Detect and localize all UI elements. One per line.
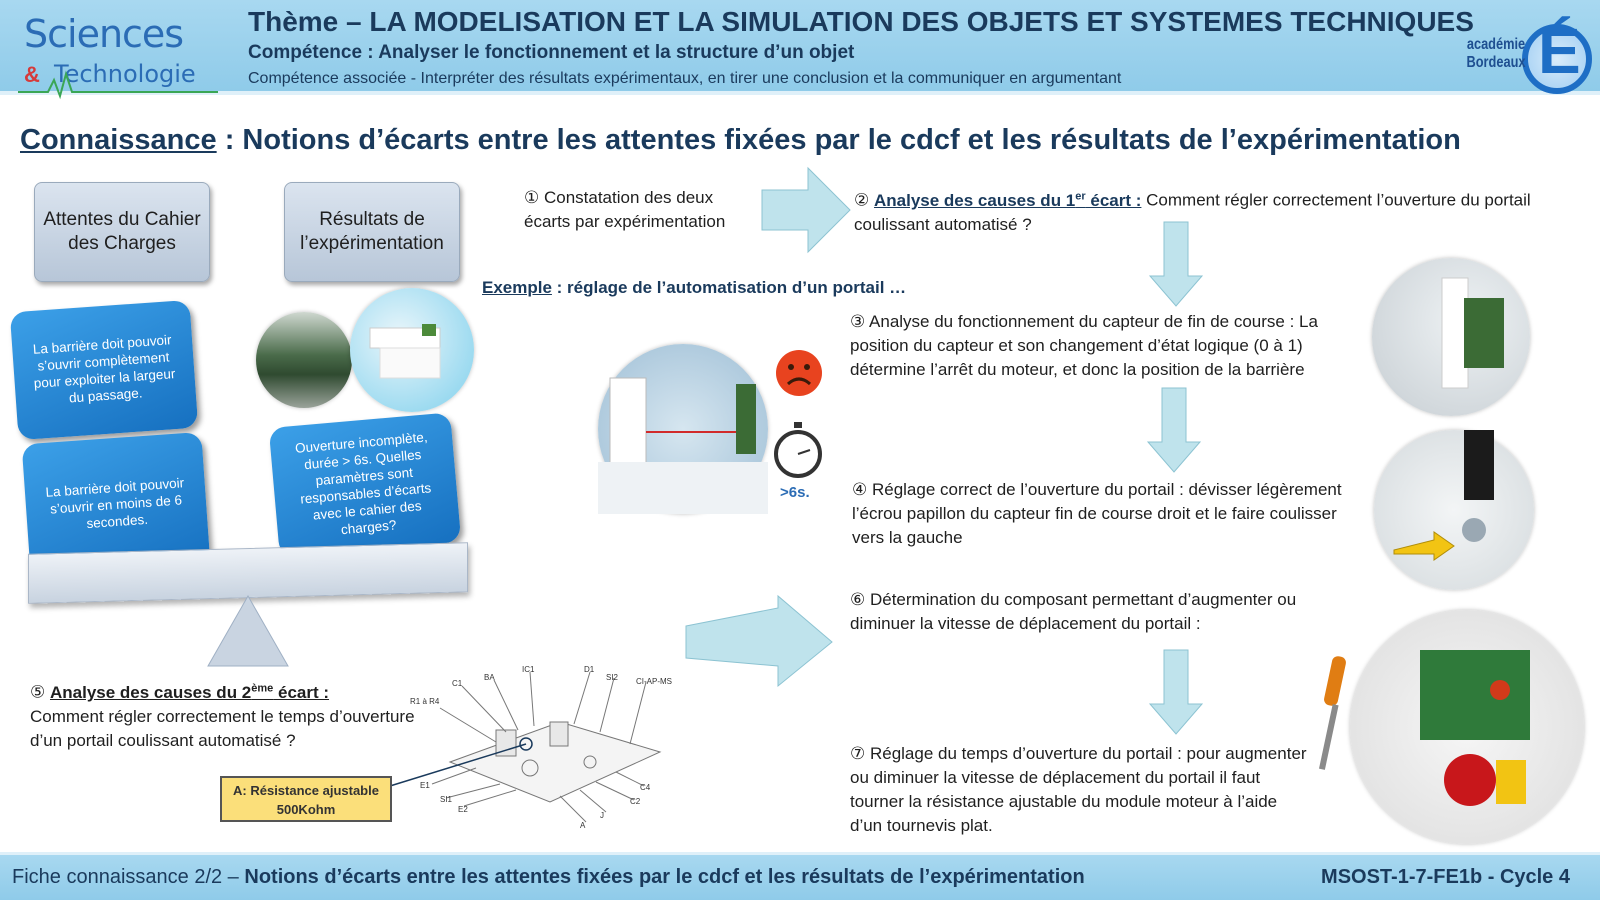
model-gate-drawing-icon (350, 288, 474, 412)
step-5-number: ⑤ (30, 682, 46, 702)
part-label: C1 (452, 679, 463, 688)
screwdriver-icon (1312, 656, 1352, 772)
sciences-technologie-logo (18, 8, 218, 92)
footer-prefix: Fiche connaissance 2/2 – (12, 866, 245, 888)
experiment-drawing-icon (598, 344, 768, 514)
model-gate-photo (350, 288, 474, 412)
part-label: IC1 (522, 665, 535, 674)
part-label: A (580, 821, 586, 830)
step-5-title-pre: Analyse des causes du 2 (49, 682, 252, 702)
part-label: E1 (420, 781, 430, 790)
sensor-photo (1372, 258, 1530, 416)
footer-bold: Notions d’écarts entre les attentes fixées par le cdcf et les résultats de l’expérimentation (244, 866, 1085, 888)
step-2-number: ② (854, 190, 870, 210)
arrow-down-icon (1146, 388, 1198, 474)
motor-module-drawing-icon (1350, 610, 1584, 844)
academie-line1: académie (1466, 36, 1526, 53)
part-label: E2 (458, 805, 468, 814)
step-5-title-post: écart : (273, 682, 330, 702)
exemple-label: Exemple (482, 278, 552, 297)
part-label: J (600, 811, 604, 820)
resultat-box: Ouverture incomplète, durée > 6s. Quelles paramètres sont responsables d’écarts avec le cahier des charges? (269, 412, 462, 557)
arrow-right-large-icon (682, 596, 834, 686)
arrow-down-icon (1148, 650, 1200, 736)
step-1-text: ① Constatation des deux écarts par expérimentation (524, 188, 726, 231)
motor-module-photo (1350, 610, 1584, 844)
step-5-body: Comment régler correctement le temps d’ouverture d’un portail coulissant automatisé ? (30, 706, 415, 750)
part-label: C4 (640, 783, 651, 792)
footer-reference: MSOST-1-7-FE1b - Cycle 4 (1321, 866, 1570, 888)
part-label: D1 (584, 665, 595, 674)
resultats-box: Résultats de l’expérimentation (284, 182, 460, 282)
exemple-text (482, 276, 906, 300)
arrow-right-icon (762, 164, 852, 254)
attente-2-box: La barrière doit pouvoir s’ouvrir en moins de 6 secondes. (22, 432, 211, 576)
title-label: Connaissance (20, 124, 217, 156)
competence-associee-text: Compétence associée - Interpréter des résultats expérimentaux, en tirer une conclusion et la communiquer en argumentant (248, 70, 1122, 87)
academie-line2: Bordeaux (1466, 54, 1526, 71)
attentes-box: Attentes du Cahier des Charges (34, 182, 210, 282)
academie-name (1464, 36, 1528, 72)
sensor-drawing-icon (1372, 258, 1530, 416)
sad-face-icon (774, 348, 824, 398)
step-5-title (50, 683, 329, 702)
resistance-label-box (220, 776, 392, 822)
step-2-title-pre: Analyse des causes du 1 (873, 190, 1076, 210)
footer-left-text (12, 866, 1085, 889)
logo-amp-text: & (24, 62, 40, 87)
part-label: CI-AP-MS (636, 677, 672, 686)
wing-nut-photo (1374, 430, 1534, 590)
attente-1-box: La barrière doit pouvoir s’ouvrir complètement pour exploiter la largeur du passage. (10, 300, 198, 440)
stopwatch-icon (772, 420, 824, 480)
academie-bordeaux-logo (1456, 4, 1596, 94)
gate-photo (256, 312, 352, 408)
experiment-photo (598, 344, 768, 514)
pulse-line-icon (18, 68, 218, 98)
step-5-sup: ème (251, 682, 274, 694)
time-label: >6s. (780, 484, 810, 501)
resistance-line1: A: Résistance ajustable (233, 783, 379, 798)
logo-sciences-text: Sciences (24, 12, 184, 56)
step-2-title-post: écart : (1085, 190, 1142, 210)
title-text: : Notions d’écarts entre les attentes fixées par le cdcf et les résultats de l’expérimentation (216, 124, 1461, 156)
theme-heading: Thème – LA MODELISATION ET LA SIMULATION DES OBJETS ET SYSTEMES TECHNIQUES (248, 6, 1474, 37)
academie-letter: É (1538, 15, 1581, 87)
wing-nut-drawing-icon (1374, 430, 1534, 590)
part-label: SI1 (440, 795, 453, 804)
step-4-text: ④ Réglage correct de l’ouverture du portail : dévisser légèrement l’écrou papillon du capteur fin de course droit et le faire coulisser vers la gauche (852, 480, 1342, 547)
part-label: SI2 (606, 673, 619, 682)
step-6-text: ⑥ Détermination du composant permettant d’augmenter ou diminuer la vitesse de déplacement du portail : (850, 590, 1297, 633)
part-label: R1 à R4 (410, 697, 440, 706)
step-2-body: Comment régler correctement l’ouverture du portail coulissant automatisé ? (854, 190, 1531, 234)
logo-technologie-text: Technologie (54, 60, 196, 88)
part-label: BA (484, 673, 495, 682)
competence-heading: Compétence : Analyser le fonctionnement et la structure d’un objet (248, 42, 855, 63)
step-2-sup: er (1075, 190, 1086, 202)
exemple-body: : réglage de l’automatisation d’un portail … (551, 278, 907, 297)
step-7-text: ⑦ Réglage du temps d’ouverture du portail : pour augmenter ou diminuer la vitesse de déplacement du portail il faut tourner la résistance ajustable du module moteur à l’aide d’un tournevis plat. (850, 744, 1307, 835)
part-label: C2 (630, 797, 641, 806)
balance-fulcrum-icon (206, 594, 290, 668)
step-3-text: ③ Analyse du fonctionnement du capteur de fin de course : La position du capteur et son changement d’état logique (0 à 1) détermine l’arrêt du moteur, et donc la position de la barrière (850, 312, 1318, 379)
resistance-pointer-line (384, 730, 534, 790)
arrow-down-icon (1148, 222, 1200, 308)
step-2-title (874, 191, 1141, 210)
page-title (20, 124, 1461, 157)
resistance-line2: 500Kohm (276, 802, 336, 817)
